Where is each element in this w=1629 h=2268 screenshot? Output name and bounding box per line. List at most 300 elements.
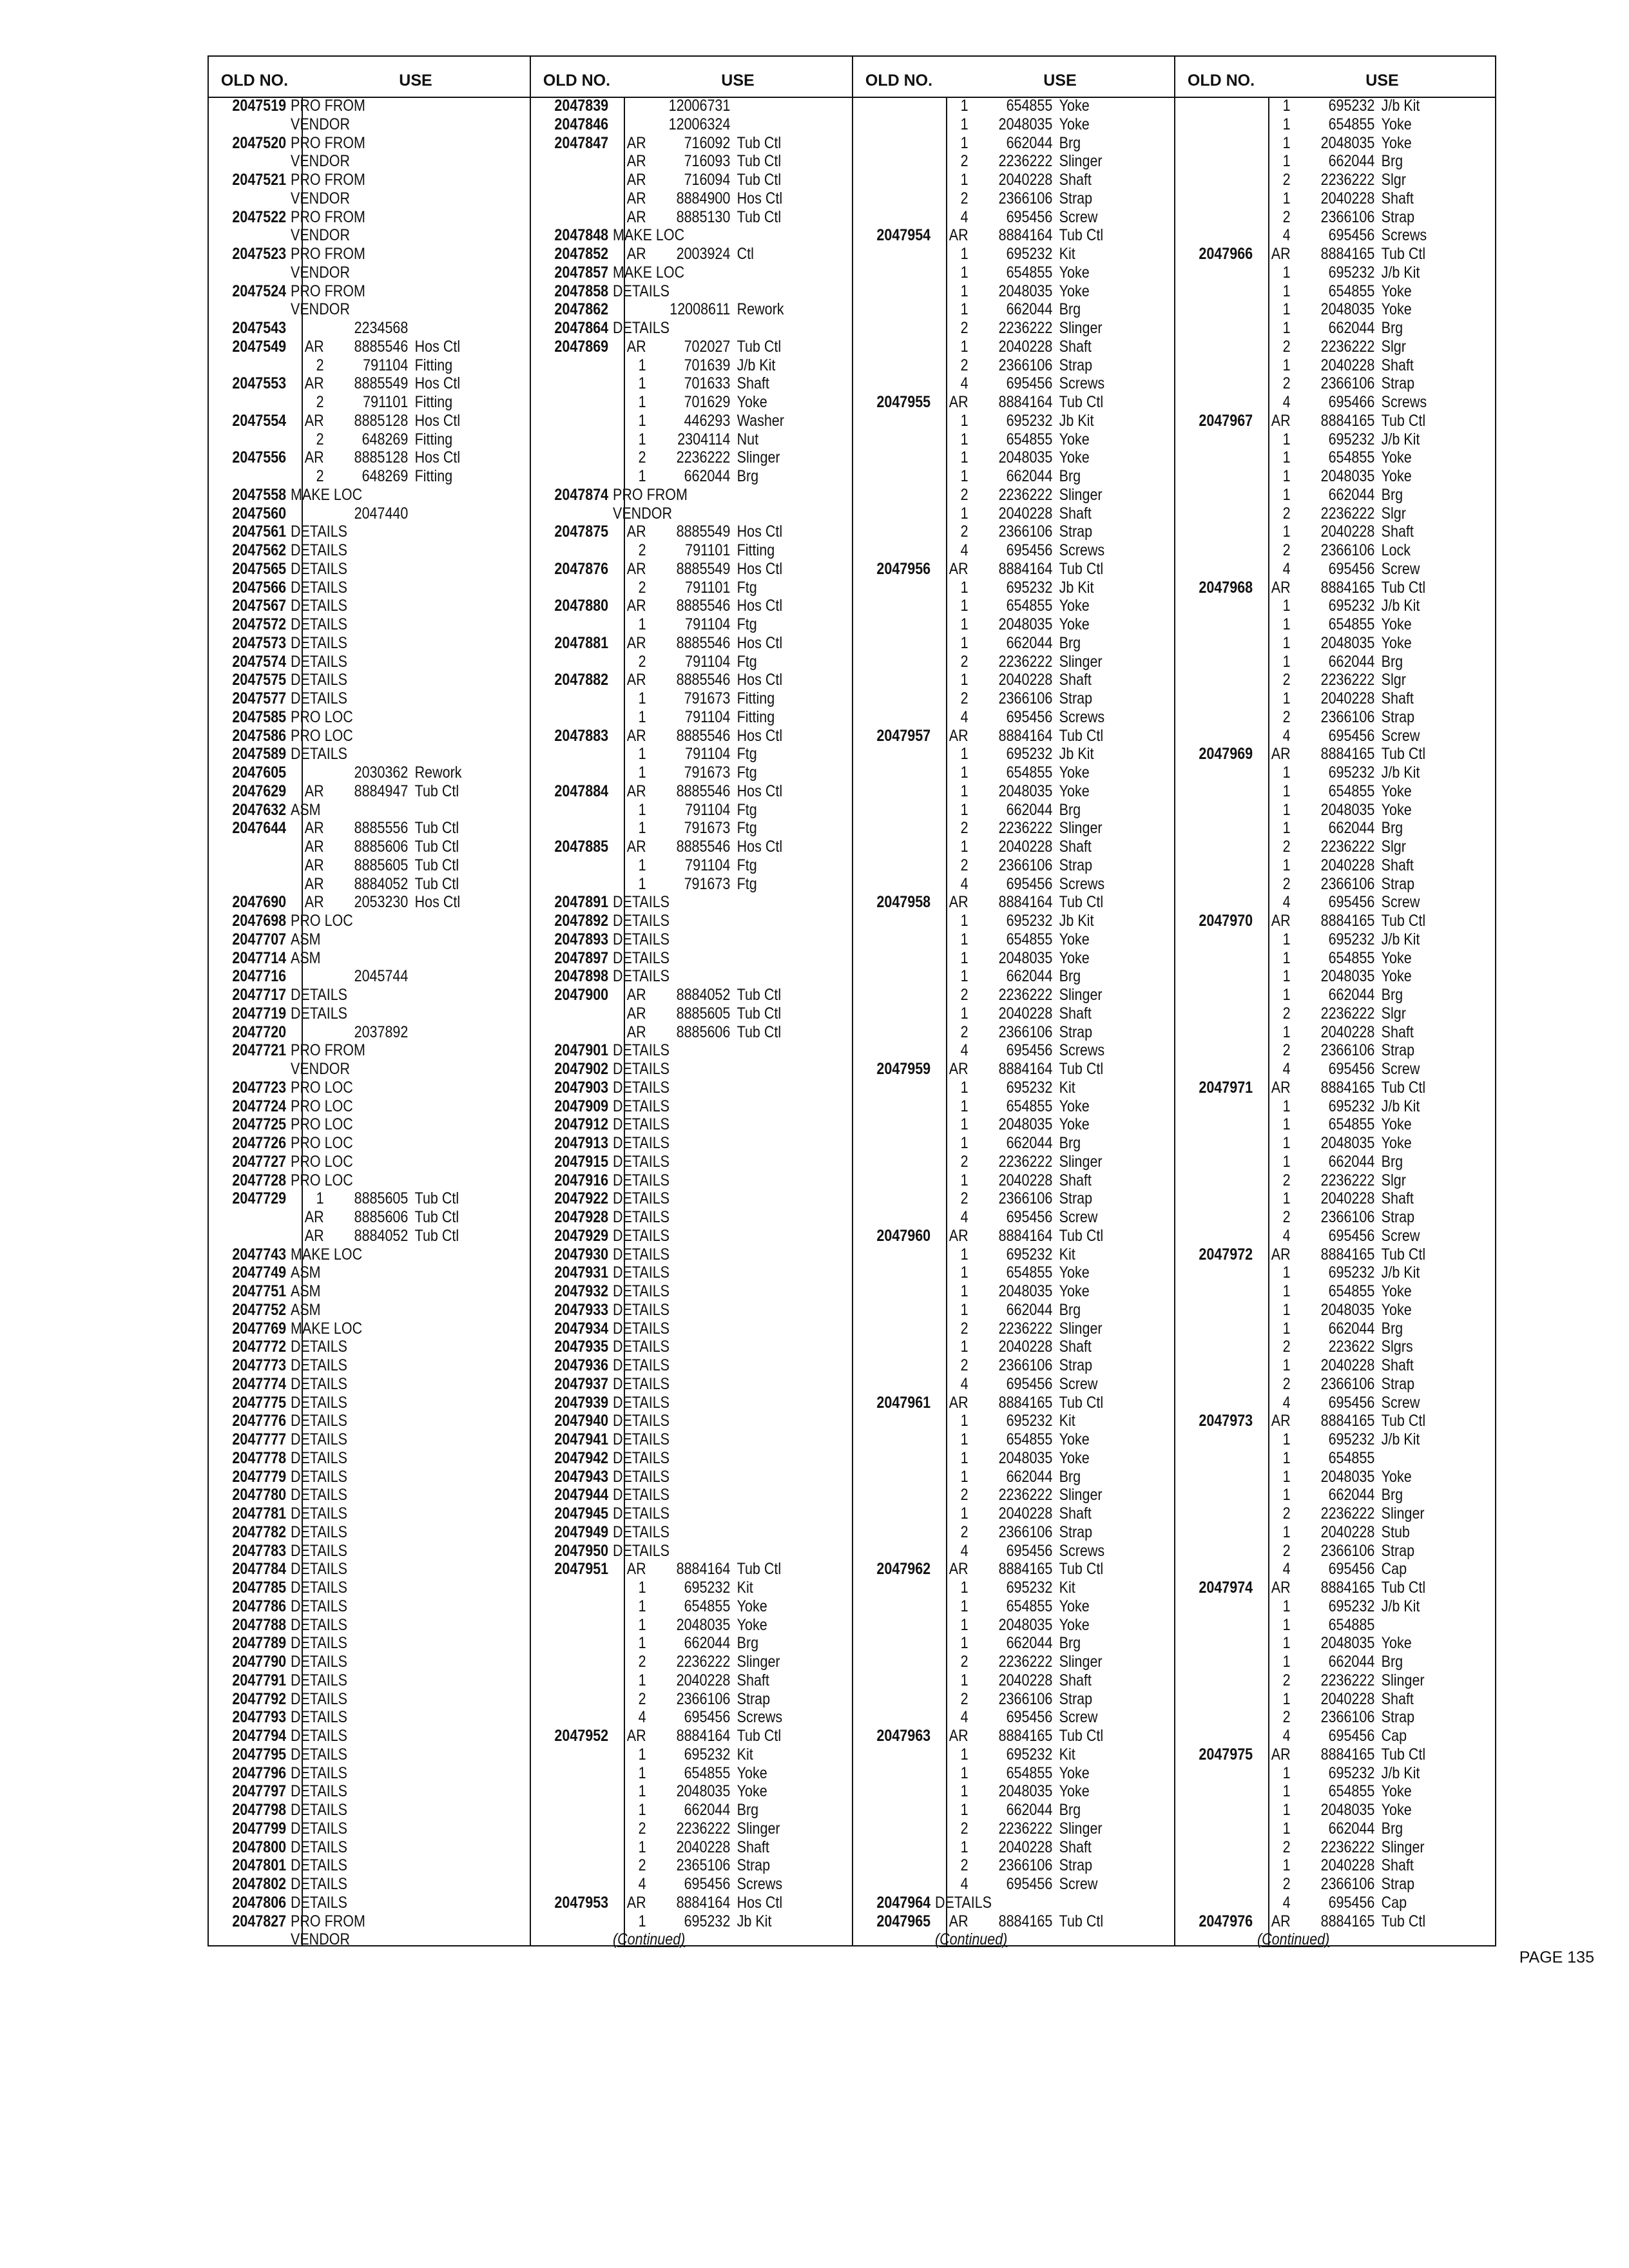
table-row bbox=[207, 189, 485, 208]
part-description: Tub Ctl bbox=[1381, 1078, 1426, 1097]
part-number: 695456 bbox=[1006, 1541, 1053, 1560]
table-row bbox=[852, 1486, 1129, 1504]
quantity: 1 bbox=[638, 819, 646, 838]
table-row bbox=[530, 1782, 807, 1801]
part-description: Cap bbox=[1381, 1560, 1407, 1579]
table-row bbox=[530, 1245, 807, 1264]
quantity: 1 bbox=[638, 764, 646, 782]
part-number: 2236222 bbox=[998, 485, 1053, 504]
part-number: 2048035 bbox=[998, 1615, 1053, 1634]
table-row bbox=[852, 171, 1129, 189]
table-row bbox=[207, 1653, 485, 1671]
old-number: 2047964 bbox=[876, 1893, 931, 1912]
use-text: DETAILS bbox=[613, 1412, 670, 1430]
table-row bbox=[1174, 856, 1451, 875]
use-text: VENDOR bbox=[291, 1060, 350, 1078]
header-use: USE bbox=[721, 72, 755, 90]
table-row bbox=[207, 1004, 485, 1023]
use-text: DETAILS bbox=[291, 523, 348, 541]
part-description: Screws bbox=[1059, 374, 1105, 393]
part-number: 2040228 bbox=[998, 1838, 1053, 1856]
quantity: 1 bbox=[638, 1801, 646, 1819]
part-description: Slinger bbox=[1059, 1319, 1103, 1338]
part-description: Tub Ctl bbox=[1381, 578, 1426, 597]
part-number: 654855 bbox=[684, 1597, 731, 1615]
part-number: 2236222 bbox=[998, 819, 1053, 838]
use-text: DETAILS bbox=[613, 1523, 670, 1541]
table-row bbox=[207, 615, 485, 634]
quantity: 1 bbox=[960, 1412, 969, 1430]
quantity: 2 bbox=[638, 578, 646, 597]
part-description: Screw bbox=[1059, 1875, 1098, 1893]
old-number: 2047929 bbox=[554, 1226, 609, 1245]
part-description: Slinger bbox=[1059, 986, 1103, 1004]
old-number: 2047778 bbox=[232, 1448, 287, 1467]
table-row bbox=[530, 727, 807, 745]
use-text: PRO FROM bbox=[613, 485, 688, 504]
old-number: 2047728 bbox=[232, 1171, 287, 1189]
use-text: VENDOR bbox=[291, 300, 350, 319]
part-description: Ftg bbox=[737, 800, 757, 819]
quantity: 2 bbox=[1282, 1171, 1291, 1189]
part-number: 695456 bbox=[1328, 893, 1375, 912]
table-row bbox=[852, 875, 1129, 894]
part-description: Strap bbox=[1059, 1523, 1093, 1541]
table-row bbox=[207, 1430, 485, 1449]
quantity: 1 bbox=[960, 1782, 969, 1801]
old-number: 2047958 bbox=[876, 893, 931, 912]
part-description: J/b Kit bbox=[1381, 430, 1420, 448]
quantity: 1 bbox=[960, 171, 969, 189]
part-description: Screws bbox=[1381, 226, 1427, 245]
old-number: 2047585 bbox=[232, 707, 287, 726]
table-row bbox=[852, 1041, 1129, 1060]
table-row bbox=[207, 1616, 485, 1635]
quantity: 1 bbox=[638, 430, 646, 448]
quantity: 1 bbox=[1282, 152, 1291, 171]
old-number: 2047936 bbox=[554, 1356, 609, 1374]
table-row bbox=[1174, 893, 1451, 912]
table-row bbox=[530, 1856, 807, 1875]
table-row bbox=[852, 1079, 1129, 1097]
part-description: Shaft bbox=[1059, 838, 1092, 856]
table-row bbox=[1174, 1690, 1451, 1709]
part-number: 8885606 bbox=[354, 1208, 409, 1226]
quantity: AR bbox=[949, 1560, 969, 1579]
part-number: 2236222 bbox=[998, 1653, 1053, 1671]
quantity: 2 bbox=[1282, 1838, 1291, 1856]
part-description: Shaft bbox=[1381, 189, 1414, 207]
quantity: 1 bbox=[1282, 652, 1291, 671]
part-number: 2366106 bbox=[1320, 374, 1375, 393]
old-number: 2047930 bbox=[554, 1245, 609, 1264]
table-row bbox=[207, 1504, 485, 1523]
part-description: Hos Ctl bbox=[737, 559, 783, 578]
old-number: 2047953 bbox=[554, 1893, 609, 1912]
part-description: Yoke bbox=[1059, 1115, 1090, 1134]
table-row bbox=[1174, 967, 1451, 986]
use-text: PRO FROM bbox=[291, 1041, 365, 1060]
table-row bbox=[207, 264, 485, 282]
table-row bbox=[852, 189, 1129, 208]
table-row bbox=[207, 912, 485, 930]
part-description: Yoke bbox=[1059, 1763, 1090, 1782]
table-row bbox=[1174, 1912, 1451, 1931]
quantity: 1 bbox=[960, 300, 969, 319]
old-number: 2047775 bbox=[232, 1393, 287, 1412]
table-row bbox=[852, 541, 1129, 560]
quantity: 1 bbox=[1282, 1448, 1291, 1467]
part-number: 2366106 bbox=[1320, 707, 1375, 726]
part-description: Yoke bbox=[1381, 1115, 1412, 1134]
quantity: 2 bbox=[960, 1523, 969, 1541]
table-row bbox=[530, 1468, 807, 1486]
table-row bbox=[1174, 801, 1451, 820]
table-row bbox=[530, 1820, 807, 1838]
part-description: J/b Kit bbox=[1381, 597, 1420, 615]
quantity: 1 bbox=[1282, 282, 1291, 300]
part-number: 8884165 bbox=[1320, 411, 1375, 430]
table-row bbox=[530, 1282, 807, 1301]
use-text: DETAILS bbox=[291, 1689, 348, 1708]
part-description: Kit bbox=[1059, 1245, 1075, 1264]
old-number: 2047939 bbox=[554, 1393, 609, 1412]
old-number: 2047785 bbox=[232, 1579, 287, 1597]
part-number: 791104 bbox=[685, 615, 731, 633]
quantity: AR bbox=[626, 189, 646, 207]
use-text: VENDOR bbox=[291, 152, 350, 171]
part-number: 2365106 bbox=[676, 1856, 731, 1875]
part-description: Strap bbox=[1059, 356, 1093, 374]
quantity: AR bbox=[1271, 745, 1291, 764]
quantity: 1 bbox=[960, 948, 969, 967]
part-number: 8885606 bbox=[354, 838, 409, 856]
use-text: DETAILS bbox=[291, 1763, 348, 1782]
use-text: DETAILS bbox=[613, 1338, 670, 1356]
part-number: 662044 bbox=[1006, 1134, 1053, 1152]
old-number: 2047940 bbox=[554, 1412, 609, 1430]
quantity: 1 bbox=[1282, 1467, 1291, 1486]
table-row bbox=[1174, 134, 1451, 153]
table-row bbox=[207, 689, 485, 708]
use-text: DETAILS bbox=[613, 1319, 670, 1338]
part-number: 2366106 bbox=[1320, 207, 1375, 226]
part-number: 2048035 bbox=[1320, 133, 1375, 152]
table-row bbox=[852, 1320, 1129, 1338]
table-row bbox=[852, 1338, 1129, 1356]
table-row bbox=[1174, 1134, 1451, 1153]
old-number: 2047690 bbox=[232, 893, 287, 912]
table-row bbox=[530, 171, 807, 189]
table-row bbox=[852, 1708, 1129, 1727]
quantity: 2 bbox=[960, 152, 969, 171]
use-text: DETAILS bbox=[613, 1134, 670, 1152]
part-description: Screw bbox=[1381, 559, 1420, 578]
quantity: 2 bbox=[1282, 1374, 1291, 1393]
part-description: Brg bbox=[737, 467, 759, 485]
part-number: 8884164 bbox=[676, 1727, 731, 1745]
part-description: Slinger bbox=[1059, 152, 1103, 171]
part-description: Hos Ctl bbox=[737, 671, 783, 689]
table-row bbox=[1174, 282, 1451, 301]
old-number: 2047556 bbox=[232, 448, 287, 467]
part-description: Hos Ctl bbox=[737, 838, 783, 856]
table-row bbox=[852, 1227, 1129, 1245]
table-row bbox=[852, 1264, 1129, 1282]
part-description: Yoke bbox=[1381, 1300, 1412, 1319]
quantity: 4 bbox=[1282, 393, 1291, 411]
part-number: 2366106 bbox=[998, 189, 1053, 207]
use-text: ASM bbox=[291, 1282, 321, 1300]
old-number: 2047519 bbox=[232, 97, 287, 115]
table-row bbox=[1174, 1560, 1451, 1579]
table-row bbox=[530, 856, 807, 875]
quantity: 1 bbox=[960, 633, 969, 652]
part-number: 662044 bbox=[1006, 467, 1053, 485]
old-number: 2047882 bbox=[554, 671, 609, 689]
table-row bbox=[1174, 986, 1451, 1004]
use-text: PRO LOC bbox=[291, 1134, 353, 1152]
use-text: PRO LOC bbox=[291, 1097, 353, 1115]
quantity: 1 bbox=[638, 411, 646, 430]
old-number: 2047794 bbox=[232, 1727, 287, 1745]
table-row bbox=[530, 1504, 807, 1523]
old-number: 2047729 bbox=[232, 1189, 287, 1208]
part-description: Strap bbox=[1059, 1023, 1093, 1041]
part-description: Shaft bbox=[1381, 1689, 1414, 1708]
table-row bbox=[1174, 597, 1451, 615]
table-row bbox=[1174, 634, 1451, 653]
old-number: 2047772 bbox=[232, 1338, 287, 1356]
part-description: Jb Kit bbox=[1059, 578, 1094, 597]
part-number: 8884164 bbox=[998, 1060, 1053, 1078]
use-text: DETAILS bbox=[291, 1727, 348, 1745]
quantity: 1 bbox=[1282, 189, 1291, 207]
part-number: 8884165 bbox=[1320, 1245, 1375, 1264]
table-row bbox=[1174, 1727, 1451, 1745]
old-number: 2047903 bbox=[554, 1078, 609, 1097]
part-number: 695232 bbox=[1006, 411, 1053, 430]
quantity: 1 bbox=[960, 337, 969, 356]
use-text: DETAILS bbox=[935, 1893, 992, 1912]
table-row bbox=[207, 356, 485, 375]
part-number: 695456 bbox=[1006, 1208, 1053, 1226]
table-row bbox=[852, 1542, 1129, 1561]
quantity: 1 bbox=[316, 1189, 324, 1208]
part-number: 2040228 bbox=[998, 504, 1053, 523]
table-row bbox=[207, 893, 485, 912]
old-number: 2047791 bbox=[232, 1671, 287, 1689]
table-row bbox=[530, 245, 807, 264]
old-number: 2047707 bbox=[232, 930, 287, 948]
old-number: 2047521 bbox=[232, 171, 287, 189]
old-number: 2047963 bbox=[876, 1727, 931, 1745]
quantity: 1 bbox=[638, 1763, 646, 1782]
table-row bbox=[530, 264, 807, 282]
table-row bbox=[530, 1004, 807, 1023]
quantity: 1 bbox=[1282, 1634, 1291, 1653]
quantity: 1 bbox=[638, 745, 646, 764]
use-text: DETAILS bbox=[291, 1004, 348, 1023]
quantity: 1 bbox=[638, 615, 646, 633]
table-row bbox=[852, 1634, 1129, 1653]
use-text: DETAILS bbox=[613, 1060, 670, 1078]
part-description: Jb Kit bbox=[737, 1912, 772, 1930]
quantity: AR bbox=[626, 633, 646, 652]
quantity: 1 bbox=[960, 1763, 969, 1782]
old-number: 2047968 bbox=[1199, 578, 1253, 597]
table-row bbox=[1174, 949, 1451, 968]
part-number: 8884165 bbox=[1320, 1745, 1375, 1763]
quantity: 1 bbox=[960, 115, 969, 133]
quantity: 1 bbox=[960, 967, 969, 986]
table-row bbox=[1174, 1375, 1451, 1394]
quantity: 4 bbox=[1282, 1060, 1291, 1078]
part-number: 2040228 bbox=[998, 1671, 1053, 1689]
part-number: 695232 bbox=[1006, 1745, 1053, 1763]
part-description: Tub Ctl bbox=[1059, 726, 1104, 745]
part-number: 2048035 bbox=[1320, 1300, 1375, 1319]
old-number: 2047792 bbox=[232, 1689, 287, 1708]
header-use: USE bbox=[399, 72, 432, 90]
part-description: Tub Ctl bbox=[1059, 1060, 1104, 1078]
table-row bbox=[530, 412, 807, 430]
use-text: DETAILS bbox=[613, 1245, 670, 1264]
part-number: 695456 bbox=[1006, 1041, 1053, 1060]
use-text: DETAILS bbox=[291, 1634, 348, 1653]
part-number: 8884164 bbox=[998, 726, 1053, 745]
table-row bbox=[207, 1468, 485, 1486]
use-text: ASM bbox=[291, 800, 321, 819]
table-row bbox=[207, 1375, 485, 1394]
part-description: Tub Ctl bbox=[1059, 1560, 1104, 1579]
old-number: 2047573 bbox=[232, 633, 287, 652]
table-row bbox=[852, 1690, 1129, 1709]
quantity: 1 bbox=[1282, 1763, 1291, 1782]
part-number: 2236222 bbox=[676, 1653, 731, 1671]
use-text: VENDOR bbox=[291, 263, 350, 282]
table-row bbox=[1174, 838, 1451, 856]
old-number: 2047928 bbox=[554, 1208, 609, 1226]
table-row bbox=[1174, 319, 1451, 338]
table-row bbox=[530, 708, 807, 727]
part-number: 695232 bbox=[1006, 578, 1053, 597]
part-number: 2366106 bbox=[998, 1189, 1053, 1208]
table-row bbox=[1174, 208, 1451, 227]
part-description: Yoke bbox=[1381, 1134, 1412, 1152]
part-description: Slgrs bbox=[1381, 1338, 1413, 1356]
part-number: 654855 bbox=[1328, 615, 1375, 633]
part-description: J/b Kit bbox=[1381, 1597, 1420, 1615]
old-number: 2047558 bbox=[232, 485, 287, 504]
quantity: AR bbox=[304, 1226, 324, 1245]
quantity: 1 bbox=[960, 800, 969, 819]
table-row bbox=[852, 967, 1129, 986]
part-number: 654855 bbox=[1328, 782, 1375, 800]
part-description: Hos Ctl bbox=[737, 633, 783, 652]
part-number: 695456 bbox=[1006, 374, 1053, 393]
old-number: 2047780 bbox=[232, 1486, 287, 1504]
part-number: 8884165 bbox=[1320, 1912, 1375, 1930]
part-number: 648269 bbox=[361, 430, 409, 448]
table-row bbox=[530, 1634, 807, 1653]
quantity: AR bbox=[626, 1893, 646, 1912]
part-description: Screw bbox=[1059, 207, 1098, 226]
table-row bbox=[1174, 1394, 1451, 1412]
table-row bbox=[1174, 1597, 1451, 1616]
old-number: 2047605 bbox=[232, 764, 287, 782]
old-number: 2047974 bbox=[1199, 1579, 1253, 1597]
old-number: 2047632 bbox=[232, 800, 287, 819]
part-description: Strap bbox=[1059, 689, 1093, 707]
table-row bbox=[852, 1523, 1129, 1542]
table-row bbox=[207, 1560, 485, 1579]
table-row bbox=[207, 1579, 485, 1597]
part-description: Strap bbox=[1381, 1541, 1415, 1560]
table-row bbox=[530, 653, 807, 671]
table-row bbox=[852, 597, 1129, 615]
old-number: 2047848 bbox=[554, 226, 609, 245]
part-description: Ftg bbox=[737, 652, 757, 671]
table-row bbox=[530, 930, 807, 949]
use-text: DETAILS bbox=[613, 1226, 670, 1245]
part-number: 2048035 bbox=[1320, 633, 1375, 652]
old-number: 2047723 bbox=[232, 1078, 287, 1097]
table-row bbox=[852, 1134, 1129, 1153]
part-description: Screw bbox=[1381, 1226, 1420, 1245]
part-number: 662044 bbox=[1328, 319, 1375, 337]
table-row bbox=[530, 1430, 807, 1449]
part-description: Fitting bbox=[737, 689, 775, 707]
part-number: 2040228 bbox=[1320, 1856, 1375, 1875]
part-number: 2236222 bbox=[1320, 171, 1375, 189]
use-text: DETAILS bbox=[613, 1393, 670, 1412]
part-description: Washer bbox=[737, 411, 784, 430]
table-row bbox=[1174, 264, 1451, 282]
table-row bbox=[852, 1449, 1129, 1468]
old-number: 2047799 bbox=[232, 1819, 287, 1838]
use-text: DETAILS bbox=[613, 1486, 670, 1504]
part-description: Fitting bbox=[414, 356, 453, 374]
table-row bbox=[207, 300, 485, 319]
quantity: 1 bbox=[960, 97, 969, 115]
old-number: 2047898 bbox=[554, 967, 609, 986]
part-description: J/b Kit bbox=[1381, 1763, 1420, 1782]
part-description: Yoke bbox=[1381, 282, 1412, 300]
table-row bbox=[207, 134, 485, 153]
part-number: 8885556 bbox=[354, 819, 409, 838]
table-row bbox=[852, 1282, 1129, 1301]
table-row bbox=[1174, 1356, 1451, 1375]
table-row bbox=[207, 764, 485, 782]
table-row bbox=[852, 708, 1129, 727]
part-number: 8884052 bbox=[354, 1226, 409, 1245]
part-description: J/b Kit bbox=[1381, 1430, 1420, 1448]
table-row bbox=[852, 930, 1129, 949]
old-number: 2047562 bbox=[232, 541, 287, 559]
part-number: 2366106 bbox=[998, 1689, 1053, 1708]
part-number: 2366106 bbox=[1320, 541, 1375, 559]
table-row bbox=[207, 1115, 485, 1134]
table-row bbox=[1174, 189, 1451, 208]
part-number: 695456 bbox=[1006, 1875, 1053, 1893]
part-description: Shaft bbox=[737, 374, 769, 393]
old-number: 2047574 bbox=[232, 652, 287, 671]
table-row bbox=[530, 1264, 807, 1282]
part-description: Tub Ctl bbox=[414, 782, 459, 800]
part-description: Tub Ctl bbox=[737, 1023, 782, 1041]
part-number: 695232 bbox=[1328, 764, 1375, 782]
